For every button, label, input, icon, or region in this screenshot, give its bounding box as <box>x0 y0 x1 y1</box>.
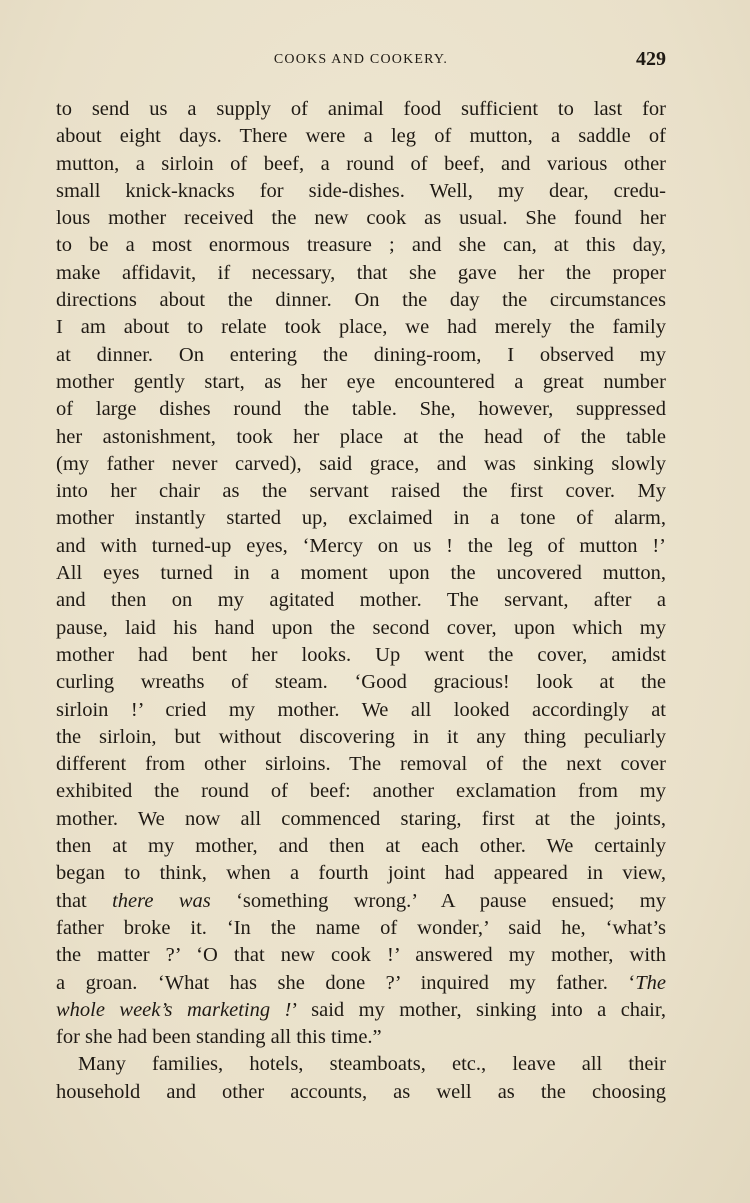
text-line: and with turned-up eyes, ‘Mercy on us ! the leg of mutton !’ <box>56 534 666 557</box>
text-line: different from other sirloins. The removal of the next cover <box>56 753 666 776</box>
page-number: 429 <box>636 48 666 70</box>
text-line: mutton, a sirloin of beef, a round of beef, and various other <box>56 152 666 175</box>
text-line: All eyes turned in a moment upon the uncovered mutton, <box>56 562 666 585</box>
text-line: for she had been standing all this time.” <box>56 1026 382 1049</box>
text-line: lous mother received the new cook as usual. She found her <box>56 207 666 230</box>
text-line: make affidavit, if necessary, that she gave her the proper <box>56 261 666 284</box>
text-line: and then on my agitated mother. The servant, after a <box>56 589 666 612</box>
text-line: began to think, when a fourth joint had appeared in view, <box>56 862 666 885</box>
text-run: that <box>56 889 113 912</box>
text-line: exhibited the round of beef: another exclamation from my <box>56 780 666 803</box>
text-line: the sirloin, but without discovering in it any thing peculiarly <box>56 725 666 748</box>
text-line: mother. We now all commenced staring, first at the joints, <box>56 807 666 830</box>
text-line: sirloin !’ cried my mother. We all looked accordingly at <box>56 698 666 721</box>
text-line <box>56 970 666 997</box>
running-head <box>56 48 666 72</box>
text-line: directions about the dinner. On the day the circumstances <box>56 289 666 312</box>
text-line: mother instantly started up, exclaimed in a tone of alarm, <box>56 507 666 530</box>
text-line: her astonishment, took her place at the head of the table <box>56 425 666 448</box>
italic-run: The <box>635 971 666 994</box>
text-line: then at my mother, and then at each other. We certainly <box>56 835 666 858</box>
text-line: the matter ?’ ‘O that new cook !’ answered my mother, with <box>56 944 666 967</box>
text-line: father broke it. ‘In the name of wonder,’ said he, ‘what’s <box>56 916 666 939</box>
text-line: Many families, hotels, steamboats, etc., leave all their <box>78 1053 666 1076</box>
text-line <box>56 997 666 1024</box>
text-line: of large dishes round the table. She, however, suppressed <box>56 398 666 421</box>
italic-run: there was <box>112 889 211 912</box>
text-line: (my father never carved), said grace, and was sinking slowly <box>56 452 666 475</box>
text-line: mother gently start, as her eye encountered a great number <box>56 370 666 393</box>
text-run: ‘something wrong.’ A pause ensued; my <box>210 889 666 912</box>
text-line: at dinner. On entering the dining-room, I observed my <box>56 343 666 366</box>
text-line: mother had bent her looks. Up went the cover, amidst <box>56 643 666 666</box>
text-line: to send us a supply of animal food sufficient to last for <box>56 98 666 120</box>
running-title: COOKS AND COOKERY. <box>273 52 449 67</box>
text-line: into her chair as the servant raised the first cover. My <box>56 480 666 503</box>
italic-run: whole week’s marketing ! <box>56 998 292 1021</box>
text-run: a groan. ‘What has she done ?’ inquired my father. ‘ <box>56 971 636 994</box>
text-run: ’ said my mother, sinking into a chair, <box>291 998 666 1021</box>
text-line: curling wreaths of steam. ‘Good gracious! look at the <box>56 671 666 694</box>
text-line: pause, laid his hand upon the second cover, upon which my <box>56 616 666 639</box>
text-line: household and other accounts, as well as the choosing <box>56 1080 666 1103</box>
text-line: about eight days. There were a leg of mutton, a saddle of <box>56 125 666 148</box>
text-line: to be a most enormous treasure ; and she can, at this day, <box>56 234 666 257</box>
text-line: small knick-knacks for side-dishes. Well, my dear, credu- <box>56 179 666 202</box>
text-line: I am about to relate took place, we had merely the family <box>56 316 666 339</box>
body-text <box>56 96 666 1106</box>
text-line <box>56 888 666 915</box>
